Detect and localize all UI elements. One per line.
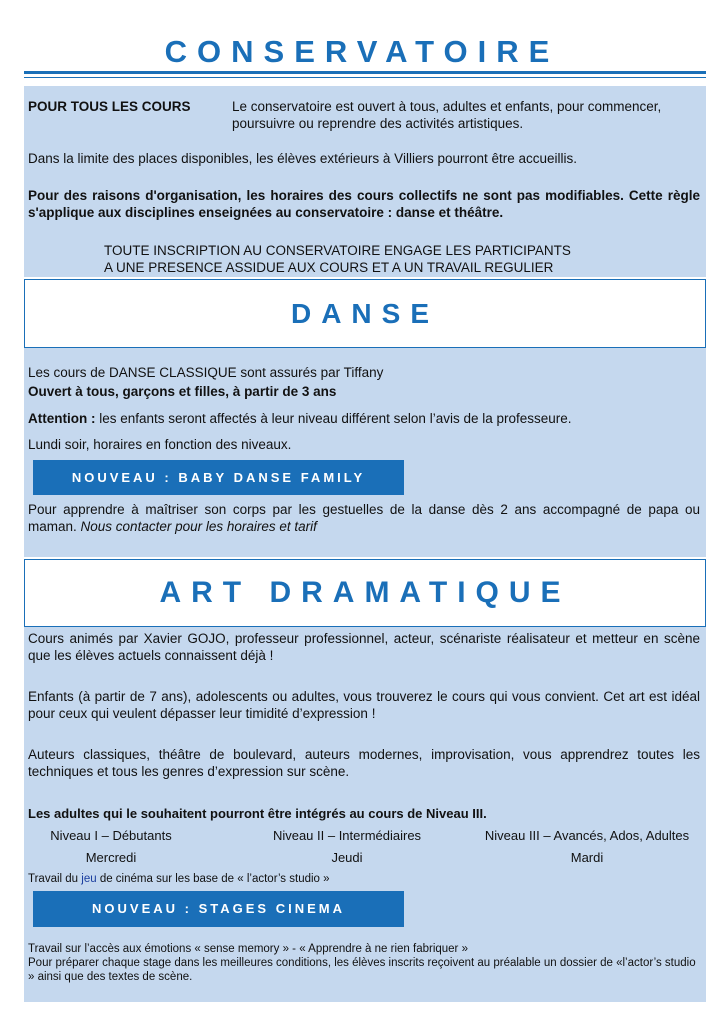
attention-label: Attention :: [28, 411, 96, 426]
danse-teacher: Les cours de DANSE CLASSIQUE sont assurés par Tiffany: [28, 365, 384, 380]
theatre-audience: Enfants (à partir de 7 ans), adolescents ou adultes, vous trouverez le cours qui vous convient. Cet art est idéal pour ceux qui veulent dépasser leur timidité d’expression !: [28, 689, 700, 721]
general-label: POUR TOUS LES COURS: [28, 99, 191, 114]
cinema-work-suffix: de cinéma sur les base de « l’actor’s studio »: [96, 873, 330, 885]
commitment-line-1: TOUTE INSCRIPTION AU CONSERVATOIRE ENGAGE LES PARTICIPANTS: [104, 243, 571, 258]
level-3-day: Mardi: [570, 850, 604, 865]
title-rule-thin: [24, 77, 706, 78]
level-1-name: Niveau I – Débutants: [50, 828, 172, 843]
page-title: CONSERVATOIRE: [164, 34, 560, 69]
danse-schedule: Lundi soir, horaires en fonction des niveaux.: [28, 437, 292, 452]
danse-audience: Ouvert à tous, garçons et filles, à partir de 3 ans: [28, 384, 337, 399]
level-1-day: Mercredi: [85, 850, 137, 865]
commitment-line-2: A UNE PRESENCE ASSIDUE AUX COURS ET A UN TRAVAIL REGULIER: [104, 260, 554, 275]
theatre-banner: ART DRAMATIQUE: [24, 559, 706, 627]
baby-danse-contact: Nous contacter pour les horaires et tarif: [80, 519, 317, 534]
danse-attention: [28, 410, 700, 427]
general-organisation: Pour des raisons d'organisation, les horaires des cours collectifs ne sont pas modifiables. Cette règle s'applique aux disciplines enseignées au conservatoire : danse et théâtre.: [28, 188, 700, 220]
general-limit: Dans la limite des places disponibles, les élèves extérieurs à Villiers pourront être accueillis.: [28, 151, 578, 166]
cinema-work: [28, 872, 330, 886]
baby-danse-badge: NOUVEAU : BABY DANSE FAMILY: [33, 460, 404, 495]
stage-preparation: Pour préparer chaque stage dans les meilleures conditions, les élèves inscrits reçoivent au préalable un dossier de «l’actor’s studio » ainsi que des textes de scène.: [28, 957, 696, 983]
baby-danse-text: [28, 501, 700, 535]
theatre-adults: Les adultes qui le souhaitent pourront être intégrés au cours de Niveau III.: [28, 806, 487, 821]
level-3-name: Niveau III – Avancés, Ados, Adultes: [484, 828, 690, 843]
stages-cinema-badge: NOUVEAU : STAGES CINEMA: [33, 891, 404, 927]
stage-emotions: Travail sur l’accès aux émotions « sense memory » - « Apprendre à ne rien fabriquer »: [28, 943, 468, 955]
jeu-link[interactable]: jeu: [81, 873, 97, 885]
theatre-genres: Auteurs classiques, théâtre de boulevard, auteurs modernes, improvisation, vous apprendrez toutes les techniques et tous les genres d’expression sur scène.: [28, 747, 700, 779]
level-2-name: Niveau II – Intermédiaires: [272, 828, 422, 843]
attention-text: les enfants seront affectés à leur niveau différent selon l’avis de la professeure.: [95, 411, 572, 426]
danse-banner: DANSE: [24, 279, 706, 348]
title-rule: [24, 71, 706, 74]
level-2-day: Jeudi: [331, 850, 363, 865]
theatre-teacher: Cours animés par Xavier GOJO, professeur professionnel, acteur, scénariste réalisateur et metteur en scène que les élèves actuels connaissent déjà !: [28, 631, 700, 663]
baby-danse-description: Pour apprendre à maîtriser son corps par les gestuelles de la danse dès 2 ans accompagné de papa ou maman.: [28, 502, 700, 534]
cinema-work-prefix: Travail du: [28, 873, 82, 885]
general-intro: Le conservatoire est ouvert à tous, adultes et enfants, pour commencer, poursuivre ou reprendre des activités artistiques.: [232, 99, 662, 131]
